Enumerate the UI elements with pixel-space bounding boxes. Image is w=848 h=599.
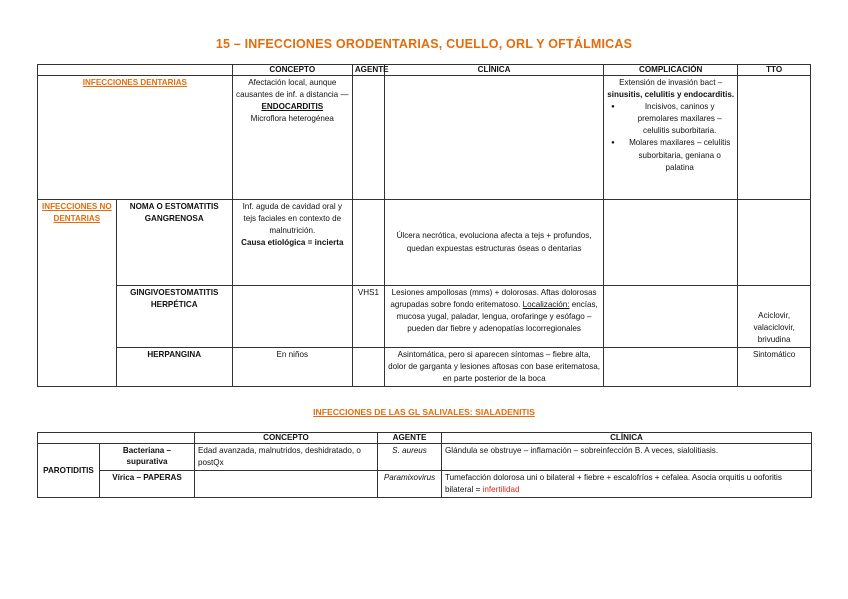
dentarias-complicacion [604,76,738,200]
gingivo-localizacion-text: encías, mucosa yugal, paladar, lengua, orofaringe y esófago – pueden dar fiebre y adenopatías locorregionales [396,300,598,334]
row-bacteriana [38,444,812,471]
dentarias-concepto [232,76,352,200]
header-empty-cell [38,65,233,76]
herpangina-tto: Sintomático [738,348,811,387]
t2-header-concepto: CONCEPTO [195,433,378,444]
gingivo-name: GINGIVOESTOMATITIS HERPÉTICA [116,286,232,348]
parotiditis-label: PAROTIDITIS [38,444,100,498]
header-complicacion: COMPLICACIÓN [604,65,738,76]
bacteriana-agente: S. aureus [378,444,442,471]
dentarias-agente [352,76,384,200]
virica-concepto [195,471,378,498]
herpangina-name: HERPANGINA [116,348,232,387]
t2-header-agente: AGENTE [378,433,442,444]
dentarias-tto [738,76,811,200]
noma-concepto-text: Inf. aguda de cavidad oral y tejs faciales en contexto de malnutrición. [242,202,343,236]
gingivo-localizacion-label: Localización: [522,300,570,310]
dentarias-clinica [385,76,604,200]
complicacion-bullet: ● Molares maxilares – celulitis suborbitaria, geniana o palatina [625,137,734,173]
bacteriana-concepto: Edad avanzada, malnutridos, deshidratado, o postQx [195,444,378,471]
row-herpangina [38,348,811,387]
header-clinica: CLÍNICA [385,65,604,76]
complicacion-intro: Extensión de invasión bact – [619,78,723,87]
no-dentarias-label-cell [38,200,117,387]
gingivo-clinica [385,286,604,348]
herpangina-agente [352,348,384,387]
virica-clinica [442,471,812,498]
noma-name: NOMA O ESTOMATITIS GANGRENOSA [116,200,232,286]
dentarias-microflora: Microflora heterogénea [250,114,334,124]
virica-name: Vírica – PAPERAS [100,471,195,498]
bacteriana-clinica: Glándula se obstruye – inflamación – sobreinfección B. A veces, sialolitiasis. [442,444,812,471]
dentarias-endocarditis: ENDOCARDITIS [261,102,324,112]
gingivo-tto: Aciclovir, valaciclovir, brivudina [738,286,811,348]
dentarias-label: INFECCIONES DENTARIAS [82,78,187,87]
virica-agente: Paramixovirus [378,471,442,498]
virica-clinica-text: Tumefacción dolorosa uni o bilateral + fiebre + escalofríos + cefalea. Asocia orquitis u ooforitis bilateral = [445,473,782,495]
t2-header-empty [38,433,195,444]
noma-causa: Causa etiológica = incierta [241,238,344,248]
gingivo-concepto [232,286,352,348]
gingivo-complicacion [604,286,738,348]
herpangina-concepto: En niños [232,348,352,387]
header-tto: TTO [738,65,811,76]
sialadenitis-title: INFECCIONES DE LAS GL SALIVALES: SIALADENITIS [313,407,535,417]
row-gingivo [38,286,811,348]
orodental-infections-table [37,64,811,387]
gingivo-clinica-text: Lesiones ampollosas (mms) + dolorosas. Aftas dolorosas agrupadas sobre fondo eritematoso. [390,288,597,310]
dentarias-label-cell [38,76,233,200]
herpangina-clinica: Asintomática, pero si aparecen síntomas – fiebre alta, dolor de garganta y lesiones aftosas con base eritematosa, en parte posterior de la boca [385,348,604,387]
dentarias-concepto-text: Afectación local, aunque causantes de inf. a distancia — [236,78,349,100]
noma-complicacion [604,200,738,286]
header-agente: AGENTE [352,65,384,76]
row-dentarias [38,76,811,200]
complicacion-list [607,101,734,174]
gingivo-agente: VHS1 [352,286,384,348]
table1-header-row [38,65,811,76]
row-virica [38,471,812,498]
noma-concepto [232,200,352,286]
complicacion-bullet: ● Incisivos, caninos y premolares maxilares – celulitis suborbitaria. [625,101,734,137]
table2-header-row [38,433,812,444]
bacteriana-name: Bacteriana – supurativa [100,444,195,471]
noma-agente [352,200,384,286]
sialadenitis-table [37,432,812,498]
header-concepto: CONCEPTO [232,65,352,76]
noma-clinica: Úlcera necrótica, evoluciona afecta a tejs + profundos, quedan expuestas estructuras óseas o dentarias [385,200,604,286]
noma-tto [738,200,811,286]
no-dentarias-label: INFECCIONES NO DENTARIAS [42,202,112,224]
herpangina-complicacion [604,348,738,387]
t2-header-clinica: CLÍNICA [442,433,812,444]
complicacion-bold: sinusitis, celulitis y endocarditis. [607,90,735,100]
virica-infertilidad: infertilidad [482,485,520,495]
row-noma [38,200,811,286]
page-title: 15 – INFECCIONES ORODENTARIAS, CUELLO, ORL Y OFTÁLMICAS [215,37,633,51]
